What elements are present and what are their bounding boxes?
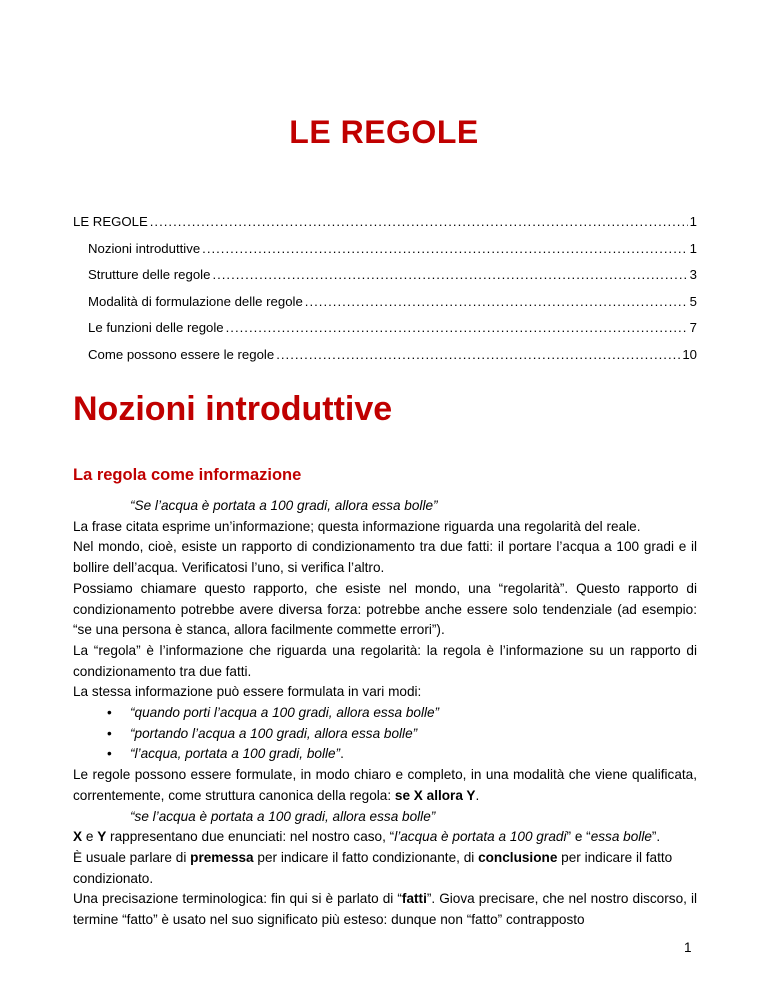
paragraph: È usuale parlare di premessa per indicare il fatto condizionante, di conclusione per indicare il fatto condizionato.: [73, 849, 673, 886]
toc-entry-label: LE REGOLE: [73, 214, 148, 229]
paragraph: Una precisazione terminologica: fin qui si è parlato di “fatti”. Giova precisare, che nel nostro discorso, il termine “fatto” è usato nel suo significato più esteso: dunque non “fatto” contrapposto: [73, 891, 697, 928]
paragraph: La frase citata esprime un’informazione; questa informazione riguarda una regolarità del reale.: [73, 518, 641, 534]
table-of-contents: [73, 214, 697, 373]
list-item: • “l’acqua, portata a 100 gradi, bolle”.: [73, 744, 697, 765]
section-heading: Nozioni introduttive: [73, 390, 393, 428]
toc-entry-page: 7: [689, 320, 697, 335]
quote-text: “se l’acqua è portata a 100 gradi, allora essa bolle”: [130, 808, 436, 824]
toc-entry-page: 10: [682, 346, 697, 362]
list-item: • “portando l’acqua a 100 gradi, allora essa bolle”: [73, 724, 697, 745]
paragraph: X e Y rappresentano due enunciati: nel nostro caso, “l’acqua è portata a 100 gradi” e “essa bolle”.: [73, 829, 661, 845]
toc-leader: [212, 267, 687, 282]
toc-leader: [202, 241, 688, 256]
toc-entry-page: 1: [689, 214, 697, 229]
page-number: 1: [684, 940, 692, 955]
toc-entry[interactable]: [73, 320, 697, 347]
toc-leader: [226, 320, 688, 335]
toc-entry[interactable]: [73, 214, 697, 241]
toc-entry[interactable]: [73, 241, 697, 268]
paragraph: Le regole possono essere formulate, in modo chiaro e completo, in una modalità che viene qualificata, correntemente, come struttura canonica della regola: se X allora Y.: [73, 767, 697, 803]
list-item: • “quando porti l’acqua a 100 gradi, allora essa bolle”: [73, 703, 697, 724]
body-text: [73, 496, 697, 931]
toc-entry-label: Strutture delle regole: [88, 267, 211, 282]
toc-entry-label: Nozioni introduttive: [88, 240, 201, 256]
toc-entry-page: 3: [689, 267, 697, 282]
toc-leader: [276, 347, 680, 362]
toc-entry-label: Modalità di formulazione delle regole: [88, 293, 303, 309]
toc-entry-label: Le funzioni delle regole: [88, 320, 224, 335]
quote-text: “Se l’acqua è portata a 100 gradi, allora essa bolle”: [130, 498, 438, 513]
toc-entry-page: 5: [689, 293, 697, 309]
paragraph: La stessa informazione può essere formulata in vari modi:: [73, 684, 422, 700]
quote: [73, 807, 697, 828]
toc-entry[interactable]: [73, 267, 697, 294]
toc-entry[interactable]: [73, 294, 697, 321]
paragraph: La “regola” è l’informazione che riguarda una regolarità: la regola è l’informazione su un rapporto di condizionamento tra due fatti.: [73, 642, 697, 679]
toc-leader: [150, 214, 688, 229]
toc-entry[interactable]: [73, 347, 697, 374]
quote: [73, 496, 697, 517]
toc-entry-label: Come possono essere le regole: [88, 346, 275, 362]
paragraph: Possiamo chiamare questo rapporto, che esiste nel mondo, una “regolarità”. Questo rapporto di condizionamento potrebbe avere diversa forza: potrebbe anche essere solo tendenziale (ad esempio: “se una persona è stanca, allora facilmente commette errori”).: [73, 580, 697, 638]
bullet-list: [73, 703, 697, 765]
document-title: LE REGOLE: [289, 114, 479, 150]
paragraph: Nel mondo, cioè, esiste un rapporto di condizionamento tra due fatti: il portare l’acqua a 100 gradi e il bollire dell’acqua. Verificatosi l’uno, si verifica l’altro.: [73, 539, 697, 576]
subsection-heading: La regola come informazione: [73, 466, 302, 484]
toc-entry-page: 1: [689, 240, 697, 256]
toc-leader: [305, 294, 688, 309]
